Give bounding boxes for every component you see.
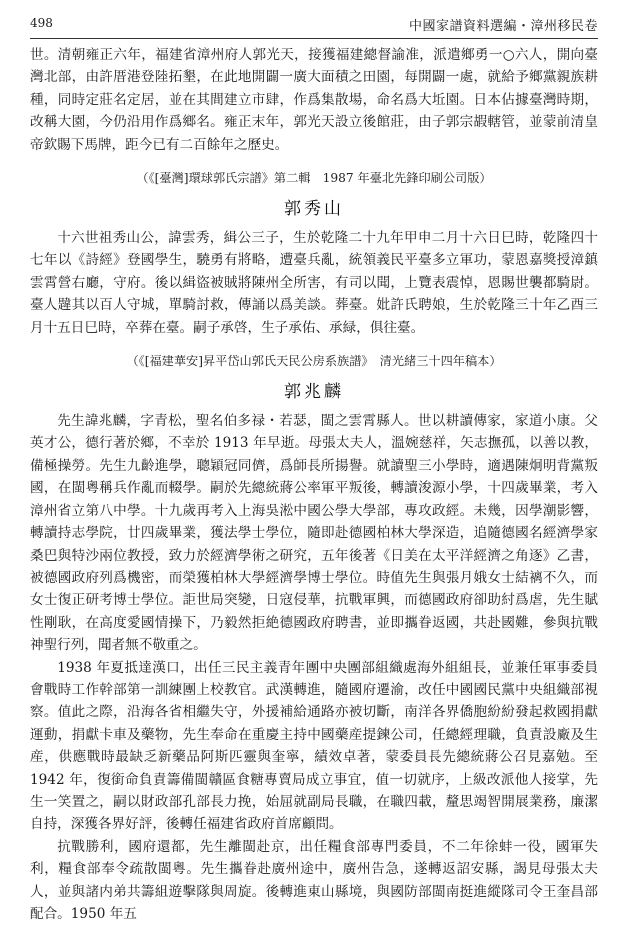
- source-citation-1: （《[臺灣]環球郭氏宗譜》第二輯 1987 年臺北先鋒印刷公司版）: [136, 171, 492, 186]
- biography-paragraph: 抗戰勝利，國府還都，先生離閩赴京，出任糧食部專門委員，不二年徐蚌一役，國軍失利，糧食部奉令疏散閩粵。先生攜眷赴廣州途中，廣州告急，遂轉返詔安縣，謁見母張太夫人，並與諸内弟共籌組遊擊隊與周旋。後轉進東山縣境，與國防部閩南挺進縱隊司令王奎昌部配合。1950 年五: [30, 838, 598, 922]
- biography-paragraph: 1938 年夏抵達漢口，出任三民主義青年團中央團部組織處海外組組長，並兼任軍事委員會戰時工作幹部第一訓練團上校教官。武漢轉進，隨國府遷渝，改任中國國民黨中央組織部視察。值此之際，沿海各省相繼失守，外援補給通路亦被切斷，南洋各界僑胞紛紛發起救國捐獻運動，捐獻卡車及藥物，先生奉命在重慶主持中國藥産提鍊公司，任總經理職，負責設廠及生産，供應戰時最缺乏新藥品阿斯匹靈與奎寧，績效卓著，蒙委員長先總統蔣公召見嘉勉。至 1942 年，復銜命負責籌備閩贛區食糖專賣局成立事宜，值一切就序，上級改派他人接掌，先生一笑置之，嗣以財政部孔部長力挽，始屈就副局長職，在職四載，釐思竭智開展業務，廉潔自持，深獲各界好評，後轉任福建省政府首席顧問。: [30, 659, 598, 833]
- page-body: [30, 44, 598, 925]
- biography-paragraph: 先生諱兆麟，字青松，聖名伯多禄・若瑟，閩之雲霄縣人。世以耕讀傳家，家道小康。父英才公，德行著於鄉，不幸於 1913 年早逝。母張太夫人，溫婉慈祥，矢志撫孤，以善以教，備極操勞。先生九齡進學，聰穎冠同儕，爲師長所揚譽。就讀聖三小學時，適遇陳炯明背黨叛國，在閩粵稱兵作亂而輟學。嗣於先總統蔣公率軍平叛後，轉讀浚源小學，十四歲畢業，考入漳州省立第八中學。十九歲再考入上海吳淞中國公學大學部，專攻政經。未幾，因學潮影響，轉讀持志學院，廿四歲畢業，獲法學士學位，隨即赴德國柏林大學深造，追隨德國名經濟學家桑巴與特沙兩位教授，致力於經濟學術之研究，五年後著《日美在太平洋經濟之角逐》乙書，被德國政府列爲機密，而榮獲柏林大學經濟學博士學位。時值先生與張月娥女士結褵不久，而女士復正研考博士學位。詎世局突變，日寇侵華，抗戰軍興，而德國政府卻助紂爲虐，先生賦性剛耿，在高度愛國情操下，乃毅然拒絶德國政府聘書，並即攜眷返國，共赴國難，參與抗戰神聖行列，聞者無不敬重之。: [30, 413, 598, 654]
- section-title-guo-xiushan: 郭秀山: [284, 199, 344, 220]
- intro-paragraph: 世。清朝雍正六年，福建省漳州府人郭光天，接獲福建總督諭准，派遣鄉勇一○六人，開向臺灣北部，由許厝港登陸拓墾，在此地開闢一廣大面積之田園，每開闢一處，就給予鄉黨親族耕種，同時定莊名定居，並在其間建立市肆，作爲集散場，命名爲大坵園。日本佔據臺灣時期，改稱大園，今仍沿用作爲鄉名。雍正末年，郭光天設立後館莊，由子郭宗嘏轄管，並蒙前清皇帝欽賜下馬牌，距今已有二百餘年之歷史。: [30, 47, 598, 153]
- biography-guo-xiushan: 十六世祖秀山公，諱雲秀，緝公三子，生於乾隆二十九年甲申二月十六日巳時，乾隆四十七年以《詩經》登國學生，驍勇有將略，遭臺兵亂，統領義民平臺多立軍功，蒙恩嘉獎授漳鎮雲霄營右廳，守府。後以緝盜被賊將陳州全所害，有司以聞，上覽表震悼，恩賜世襲都騎尉。臺人韙其以百人守城，單騎討救，傳誦以爲美談。葬臺。妣許氏聘娘，生於乾隆三十年乙酉三月十五日巳時，卒葬在臺。嗣子承啓，生子承佑、承緑，俱往臺。: [30, 230, 598, 336]
- page-header: [30, 12, 598, 39]
- running-title: 中國家譜資料選編・漳州移民卷: [408, 19, 598, 34]
- source-citation-2: （《[福建華安]昇平岱山郭氏天民公房系族譜》 清光緒三十四年稿本）: [126, 354, 502, 369]
- section-title-guo-zhaolin: 郭兆麟: [284, 382, 344, 403]
- page-number: 498: [30, 16, 53, 30]
